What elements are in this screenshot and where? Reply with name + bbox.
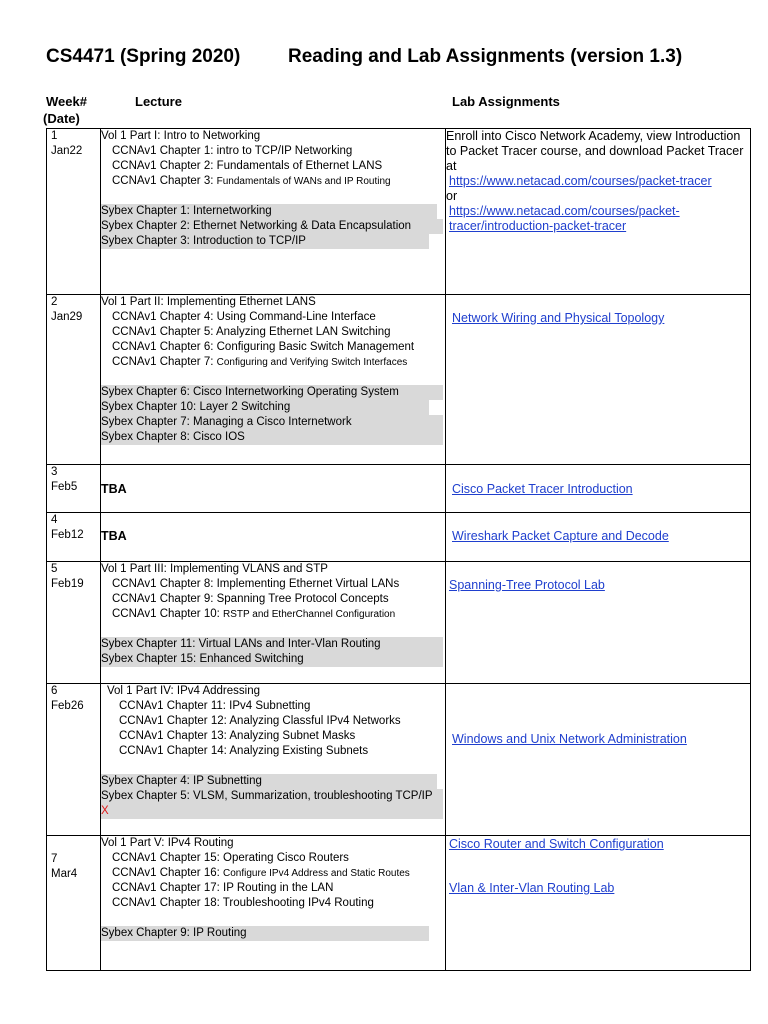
part-title: Vol 1 Part I: Intro to Networking — [101, 130, 261, 142]
table-row — [47, 562, 751, 684]
lecture-cell — [101, 684, 446, 836]
part-title: Vol 1 Part IV: IPv4 Addressing — [107, 685, 260, 697]
lecture-cell — [101, 836, 446, 971]
week-date: Feb26 — [51, 700, 84, 712]
lecture-cell — [101, 129, 446, 295]
week-number: 6 — [51, 685, 58, 697]
lecture-cell — [101, 465, 446, 513]
ccna-chapter: CCNAv1 Chapter 6: Configuring Basic Switch Management — [112, 341, 415, 353]
sybex-chapter: Sybex Chapter 5: VLSM, Summarization, troubleshooting TCP/IP X — [101, 789, 443, 819]
status-mark: X — [101, 805, 109, 817]
week-date: Mar4 — [51, 868, 78, 880]
week-cell — [47, 684, 101, 836]
week-date: Jan29 — [51, 311, 83, 323]
header-date: (Date) — [43, 111, 80, 126]
lab-link[interactable]: https://www.netacad.com/courses/packet-tracer/introduction-packet-tracer — [449, 204, 680, 233]
week-cell — [47, 836, 101, 971]
header-lab: Lab Assignments — [452, 94, 560, 109]
lab-link[interactable]: Windows and Unix Network Administration — [452, 732, 687, 746]
tba-label: TBA — [101, 529, 127, 543]
part-title: Vol 1 Part V: IPv4 Routing — [101, 837, 234, 849]
week-cell — [47, 513, 101, 562]
ccna-chapter: CCNAv1 Chapter 5: Analyzing Ethernet LAN Switching — [112, 326, 391, 338]
sybex-chapter: Sybex Chapter 3: Introduction to TCP/IP — [101, 234, 429, 249]
lab-or-text: or — [446, 189, 458, 203]
ccna-chapter: CCNAv1 Chapter 2: Fundamentals of Ethernet LANS — [112, 160, 383, 172]
sybex-chapter: Sybex Chapter 15: Enhanced Switching — [101, 652, 443, 667]
week-number: 4 — [51, 514, 58, 526]
ccna-chapter: CCNAv1 Chapter 4: Using Command-Line Interface — [112, 311, 376, 323]
lab-cell — [446, 836, 751, 971]
ccna-chapter: CCNAv1 Chapter 12: Analyzing Classful IPv4 Networks — [119, 715, 401, 727]
table-row — [47, 836, 751, 971]
ccna-chapter: CCNAv1 Chapter 3: Fundamentals of WANs and IP Routing — [112, 175, 391, 187]
lab-cell — [446, 562, 751, 684]
table-row — [47, 129, 751, 295]
week-number: 7 — [51, 853, 58, 865]
sybex-chapter: Sybex Chapter 6: Cisco Internetworking Operating System — [101, 385, 443, 400]
week-number: 2 — [51, 296, 58, 308]
sybex-chapter: Sybex Chapter 7: Managing a Cisco Internetwork — [101, 415, 443, 430]
lab-link[interactable]: Spanning-Tree Protocol Lab — [449, 578, 605, 592]
document-heading: Reading and Lab Assignments (version 1.3) — [288, 46, 683, 67]
week-date: Feb12 — [51, 529, 84, 541]
table-row — [47, 513, 751, 562]
lecture-cell — [101, 295, 446, 465]
lab-cell — [446, 465, 751, 513]
ccna-chapter: CCNAv1 Chapter 14: Analyzing Existing Subnets — [119, 745, 369, 757]
lecture-cell — [101, 562, 446, 684]
lecture-cell — [101, 513, 446, 562]
ccna-chapter: CCNAv1 Chapter 15: Operating Cisco Routers — [112, 852, 349, 864]
week-date: Feb19 — [51, 578, 84, 590]
ccna-chapter: CCNAv1 Chapter 9: Spanning Tree Protocol Concepts — [112, 593, 389, 605]
sybex-chapter: Sybex Chapter 9: IP Routing — [101, 926, 429, 941]
week-number: 3 — [51, 466, 58, 478]
week-cell — [47, 295, 101, 465]
ccna-chapter: CCNAv1 Chapter 10: RSTP and EtherChannel Configuration — [112, 608, 396, 620]
ccna-chapter: CCNAv1 Chapter 8: Implementing Ethernet Virtual LANs — [112, 578, 400, 590]
lab-link[interactable]: Cisco Packet Tracer Introduction — [452, 482, 633, 496]
table-row — [47, 295, 751, 465]
sybex-chapter: Sybex Chapter 10: Layer 2 Switching — [101, 400, 429, 415]
ccna-chapter: CCNAv1 Chapter 13: Analyzing Subnet Masks — [119, 730, 356, 742]
lab-cell — [446, 129, 751, 295]
week-cell — [47, 562, 101, 684]
week-number: 5 — [51, 563, 58, 575]
ccna-chapter: CCNAv1 Chapter 17: IP Routing in the LAN — [112, 882, 334, 894]
schedule-table — [46, 128, 751, 971]
table-row — [47, 684, 751, 836]
tba-label: TBA — [101, 482, 127, 496]
ccna-chapter: CCNAv1 Chapter 7: Configuring and Verifying Switch Interfaces — [112, 356, 408, 368]
lab-link[interactable]: Wireshark Packet Capture and Decode — [452, 529, 669, 543]
ccna-chapter: CCNAv1 Chapter 11: IPv4 Subnetting — [119, 700, 311, 712]
lab-link[interactable]: Vlan & Inter-Vlan Routing Lab — [449, 881, 615, 895]
lab-link[interactable]: https://www.netacad.com/courses/packet-tracer — [449, 174, 712, 188]
week-number: 1 — [51, 130, 58, 142]
course-title: CS4471 (Spring 2020) — [46, 46, 241, 67]
ccna-chapter: CCNAv1 Chapter 18: Troubleshooting IPv4 Routing — [112, 897, 374, 909]
sybex-chapter: Sybex Chapter 11: Virtual LANs and Inter-Vlan Routing — [101, 637, 443, 652]
sybex-chapter: Sybex Chapter 2: Ethernet Networking & Data Encapsulation — [101, 219, 443, 234]
sybex-chapter: Sybex Chapter 1: Internetworking — [101, 204, 437, 219]
header-week: Week# — [46, 94, 87, 109]
lab-instructions: Enroll into Cisco Network Academy, view Introduction to Packet Tracer course, and download Packet Tracer at — [446, 129, 744, 173]
ccna-chapter: CCNAv1 Chapter 1: intro to TCP/IP Networking — [112, 145, 353, 157]
table-row — [47, 465, 751, 513]
week-date: Feb5 — [51, 481, 78, 493]
ccna-chapter: CCNAv1 Chapter 16: Configure IPv4 Address and Static Routes — [112, 867, 410, 879]
part-title: Vol 1 Part II: Implementing Ethernet LANS — [101, 296, 316, 308]
lab-cell — [446, 295, 751, 465]
part-title: Vol 1 Part III: Implementing VLANS and STP — [101, 563, 328, 575]
lab-cell — [446, 513, 751, 562]
document-title — [46, 46, 746, 68]
lab-link[interactable]: Cisco Router and Switch Configuration — [449, 837, 664, 851]
lab-cell — [446, 684, 751, 836]
sybex-chapter: Sybex Chapter 8: Cisco IOS — [101, 430, 443, 445]
lab-link[interactable]: Network Wiring and Physical Topology — [452, 311, 665, 325]
week-cell — [47, 129, 101, 295]
header-lecture: Lecture — [135, 94, 182, 109]
week-cell — [47, 465, 101, 513]
week-date: Jan22 — [51, 145, 83, 157]
sybex-chapter: Sybex Chapter 4: IP Subnetting — [101, 774, 437, 789]
